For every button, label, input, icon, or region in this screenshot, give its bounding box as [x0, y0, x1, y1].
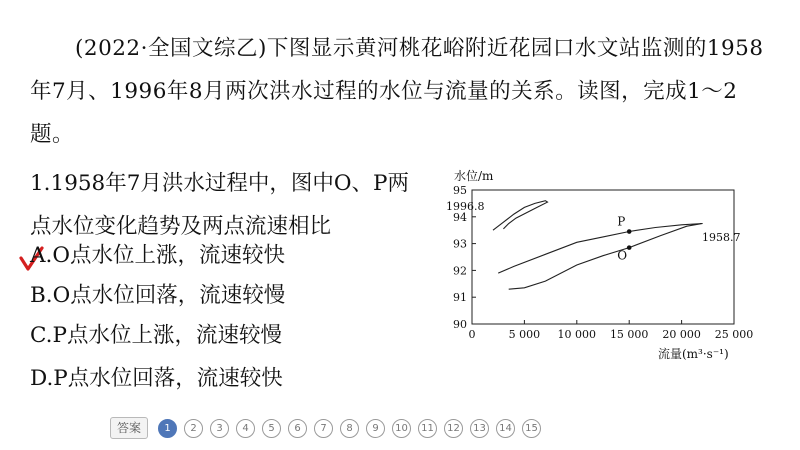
series-line-1996.8 [493, 201, 548, 231]
page-dot-10[interactable]: 10 [392, 419, 411, 438]
option-c[interactable]: C.P点水位上涨，流速较慢 [30, 323, 282, 348]
y-tick-label: 94 [453, 210, 467, 224]
page-dot-13[interactable]: 13 [470, 419, 489, 438]
page-dot-4[interactable]: 4 [236, 419, 255, 438]
intro-paragraph [30, 27, 775, 156]
option-b[interactable]: B.O点水位回落，流速较慢 [30, 283, 286, 308]
point-O [627, 245, 632, 250]
page-dot-9[interactable]: 9 [366, 419, 385, 438]
point-label-P: P [617, 214, 626, 229]
series-label-1996.8: 1996.8 [446, 200, 485, 213]
series-label-1958.7: 1958.7 [702, 231, 741, 244]
question-stem: 1.1958年7月洪水过程中，图中O、P两点水位变化趋势及两点流速相比 [30, 171, 410, 239]
x-tick-label: 15 000 [609, 328, 649, 341]
y-axis-label: 水位/m [454, 169, 494, 183]
page-dot-3[interactable]: 3 [210, 419, 229, 438]
x-tick-label: 10 000 [557, 328, 597, 341]
page-dot-5[interactable]: 5 [262, 419, 281, 438]
page-dot-7[interactable]: 7 [314, 419, 333, 438]
x-tick-label: 20 000 [662, 328, 701, 341]
page-dot-6[interactable]: 6 [288, 419, 307, 438]
y-tick-label: 93 [453, 237, 467, 251]
y-tick-label: 95 [453, 184, 467, 197]
page-dot-2[interactable]: 2 [184, 419, 203, 438]
page-dot-1[interactable]: 1 [158, 419, 177, 438]
page-dot-14[interactable]: 14 [496, 419, 515, 438]
x-tick-label: 25 000 [714, 328, 754, 341]
plot-frame [472, 190, 734, 324]
question-pager [110, 417, 541, 439]
page-dot-8[interactable]: 8 [340, 419, 359, 438]
x-tick-label: 5 000 [508, 328, 541, 341]
series-line-1958.7 [498, 224, 702, 290]
x-tick-label: 0 [468, 328, 476, 341]
page-dot-list [158, 419, 541, 438]
y-tick-label: 91 [453, 291, 467, 305]
water-level-flow-chart [440, 168, 780, 368]
page-dot-15[interactable]: 15 [522, 419, 541, 438]
option-a[interactable]: A.O点水位上涨，流速较快 [30, 243, 285, 268]
option-d[interactable]: D.P点水位回落，流速较快 [30, 366, 283, 391]
point-P [627, 229, 632, 234]
point-label-O: O [617, 248, 628, 263]
chart-svg [440, 168, 780, 368]
page-dot-12[interactable]: 12 [444, 419, 463, 438]
intro-text: (2022·全国文综乙)下图显示黄河桃花峪附近花园口水文站监测的1958年7月、1996年8月两次洪水过程的水位与流量的关系。读图，完成1～2题。 [30, 36, 764, 147]
x-axis-label: 流量(m³·s⁻¹) [658, 347, 729, 361]
answer-button[interactable]: 答案 [110, 417, 148, 439]
y-tick-label: 90 [453, 318, 467, 331]
page-dot-11[interactable]: 11 [418, 419, 437, 438]
y-tick-label: 92 [453, 264, 467, 278]
